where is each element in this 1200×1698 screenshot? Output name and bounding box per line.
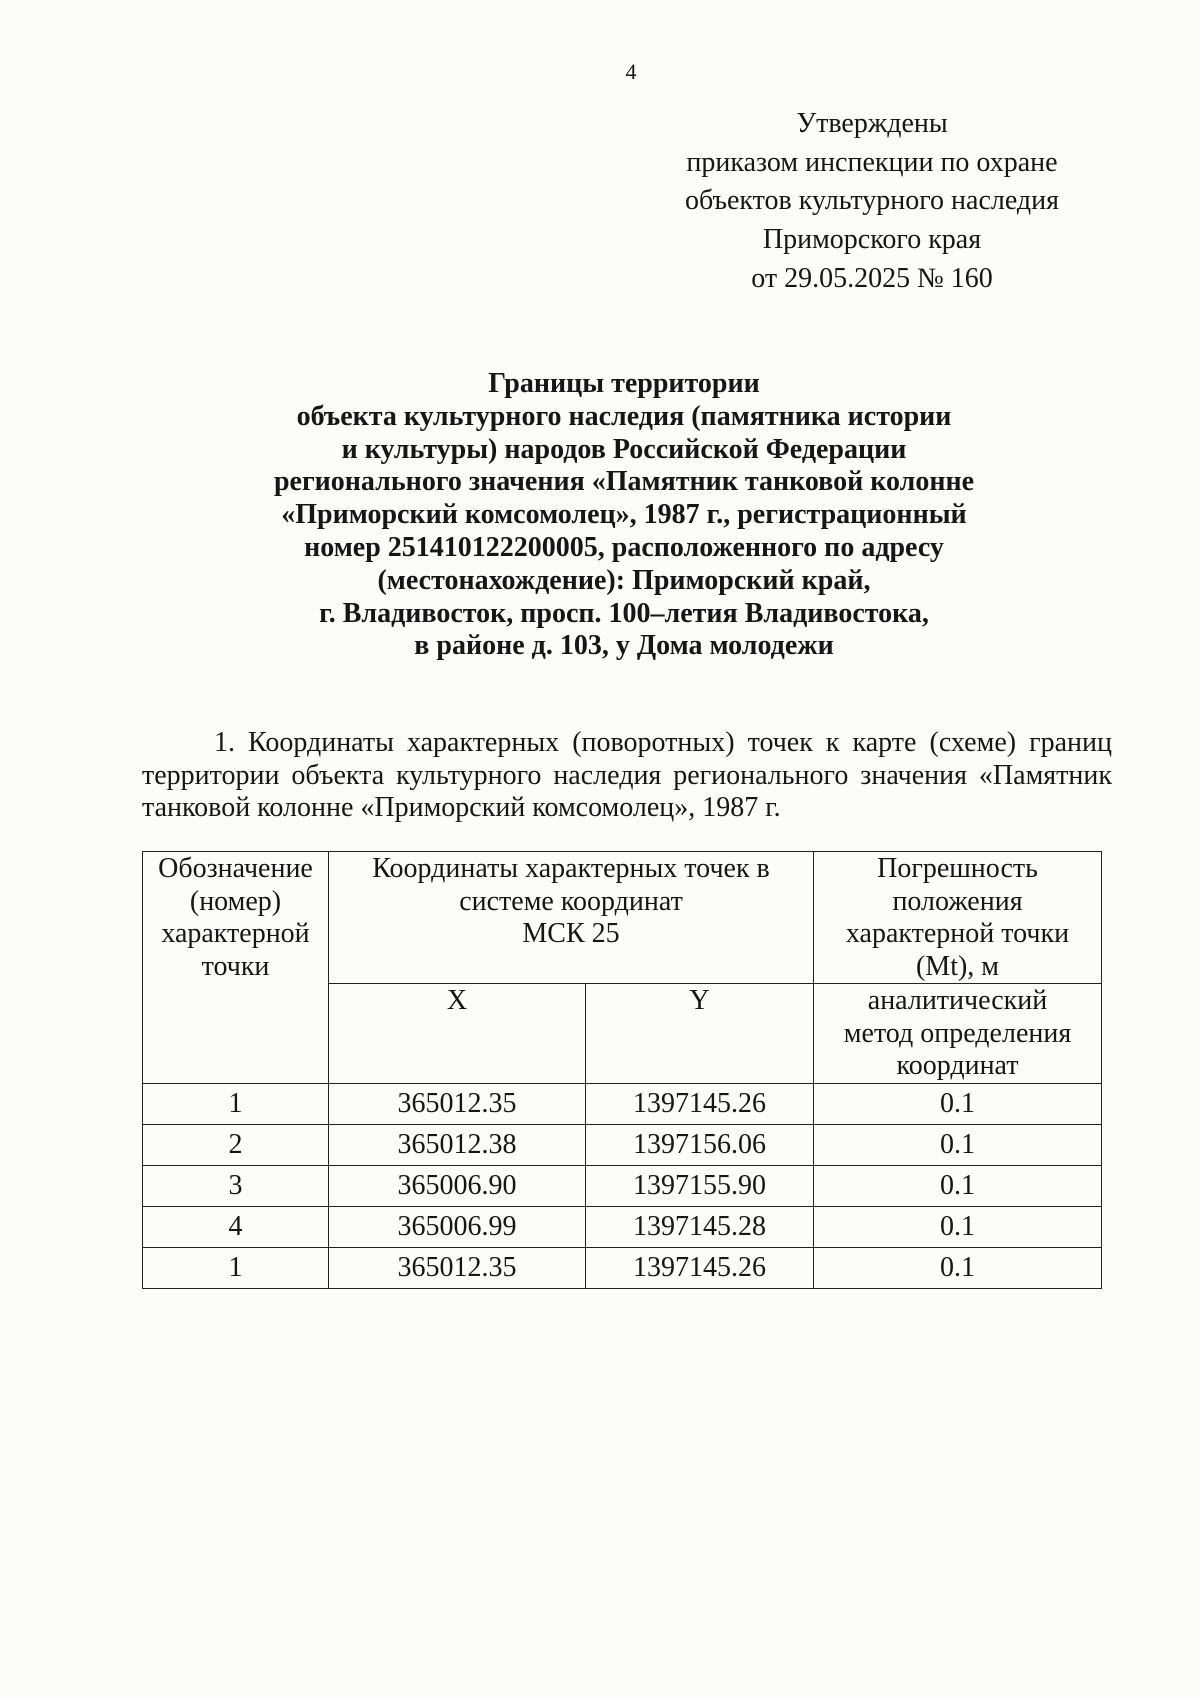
table-row xyxy=(143,1206,1102,1247)
cell-accuracy: 0.1 xyxy=(814,1124,1102,1165)
approval-line: объектов культурного наследия xyxy=(684,185,1060,217)
header-y: Y xyxy=(586,984,814,1084)
cell-x: 365012.35 xyxy=(329,1247,586,1288)
header-method: аналитический метод определения координат xyxy=(814,984,1102,1084)
document-title xyxy=(124,368,1124,663)
table-row xyxy=(143,1083,1102,1124)
cell-y: 1397145.26 xyxy=(586,1247,814,1288)
title-line: и культуры) народов Российской Федерации xyxy=(341,433,907,465)
paragraph-line: 1. Координаты характерных (поворотных) точек к карте (схеме) границ xyxy=(214,727,1112,758)
table-row xyxy=(143,1247,1102,1288)
cell-accuracy: 0.1 xyxy=(814,1206,1102,1247)
table-row xyxy=(143,1124,1102,1165)
cell-point: 1 xyxy=(143,1247,329,1288)
cell-y: 1397145.26 xyxy=(586,1083,814,1124)
cell-y: 1397156.06 xyxy=(586,1124,814,1165)
header-accuracy: Погрешность положения характерной точки (Mt), м xyxy=(814,852,1102,984)
title-line: объекта культурного наследия (памятника истории xyxy=(296,400,952,432)
cell-y: 1397155.90 xyxy=(586,1165,814,1206)
cell-x: 365012.35 xyxy=(329,1083,586,1124)
cell-point: 3 xyxy=(143,1165,329,1206)
cell-x: 365006.99 xyxy=(329,1206,586,1247)
cell-x: 365006.90 xyxy=(329,1165,586,1206)
approval-line: Приморского края xyxy=(762,224,982,256)
section-paragraph xyxy=(142,727,1112,825)
cell-point: 4 xyxy=(143,1206,329,1247)
approval-block xyxy=(612,105,1132,299)
table-row xyxy=(143,1165,1102,1206)
cell-accuracy: 0.1 xyxy=(814,1247,1102,1288)
title-line: «Приморский комсомолец», 1987 г., регистрационный xyxy=(281,499,967,531)
title-line: в районе д. 103, у Дома молодежи xyxy=(414,630,834,662)
cell-x: 365012.38 xyxy=(329,1124,586,1165)
cell-point: 1 xyxy=(143,1083,329,1124)
paragraph-line: территории объекта культурного наследия регионального значения «Памятник xyxy=(142,759,1112,791)
title-line: г. Владивосток, просп. 100–летия Владивостока, xyxy=(319,597,929,629)
paragraph-line: танковой колонне «Приморский комсомолец», 1987 г. xyxy=(142,792,781,823)
page-number: 4 xyxy=(625,59,637,84)
approval-line: Утверждены xyxy=(796,108,948,139)
approval-line: от 29.05.2025 № 160 xyxy=(751,262,993,294)
header-x: X xyxy=(329,984,586,1084)
header-row xyxy=(143,852,1102,984)
title-line: номер 251410122200005, расположенного по адресу xyxy=(304,531,944,563)
header-point-number: Обозначение (номер) характерной точки xyxy=(143,852,329,1084)
title-line: регионального значения «Памятник танковой колонне xyxy=(273,466,975,498)
title-line: Границы территории xyxy=(488,368,760,399)
coordinates-table xyxy=(142,851,1102,1289)
title-line: (местонахождение): Приморский край, xyxy=(377,564,871,596)
cell-y: 1397145.28 xyxy=(586,1206,814,1247)
header-coordinates: Координаты характерных точек в системе координат МСК 25 xyxy=(329,852,814,984)
cell-point: 2 xyxy=(143,1124,329,1165)
cell-accuracy: 0.1 xyxy=(814,1165,1102,1206)
approval-line: приказом инспекции по охране xyxy=(686,146,1058,178)
cell-accuracy: 0.1 xyxy=(814,1083,1102,1124)
